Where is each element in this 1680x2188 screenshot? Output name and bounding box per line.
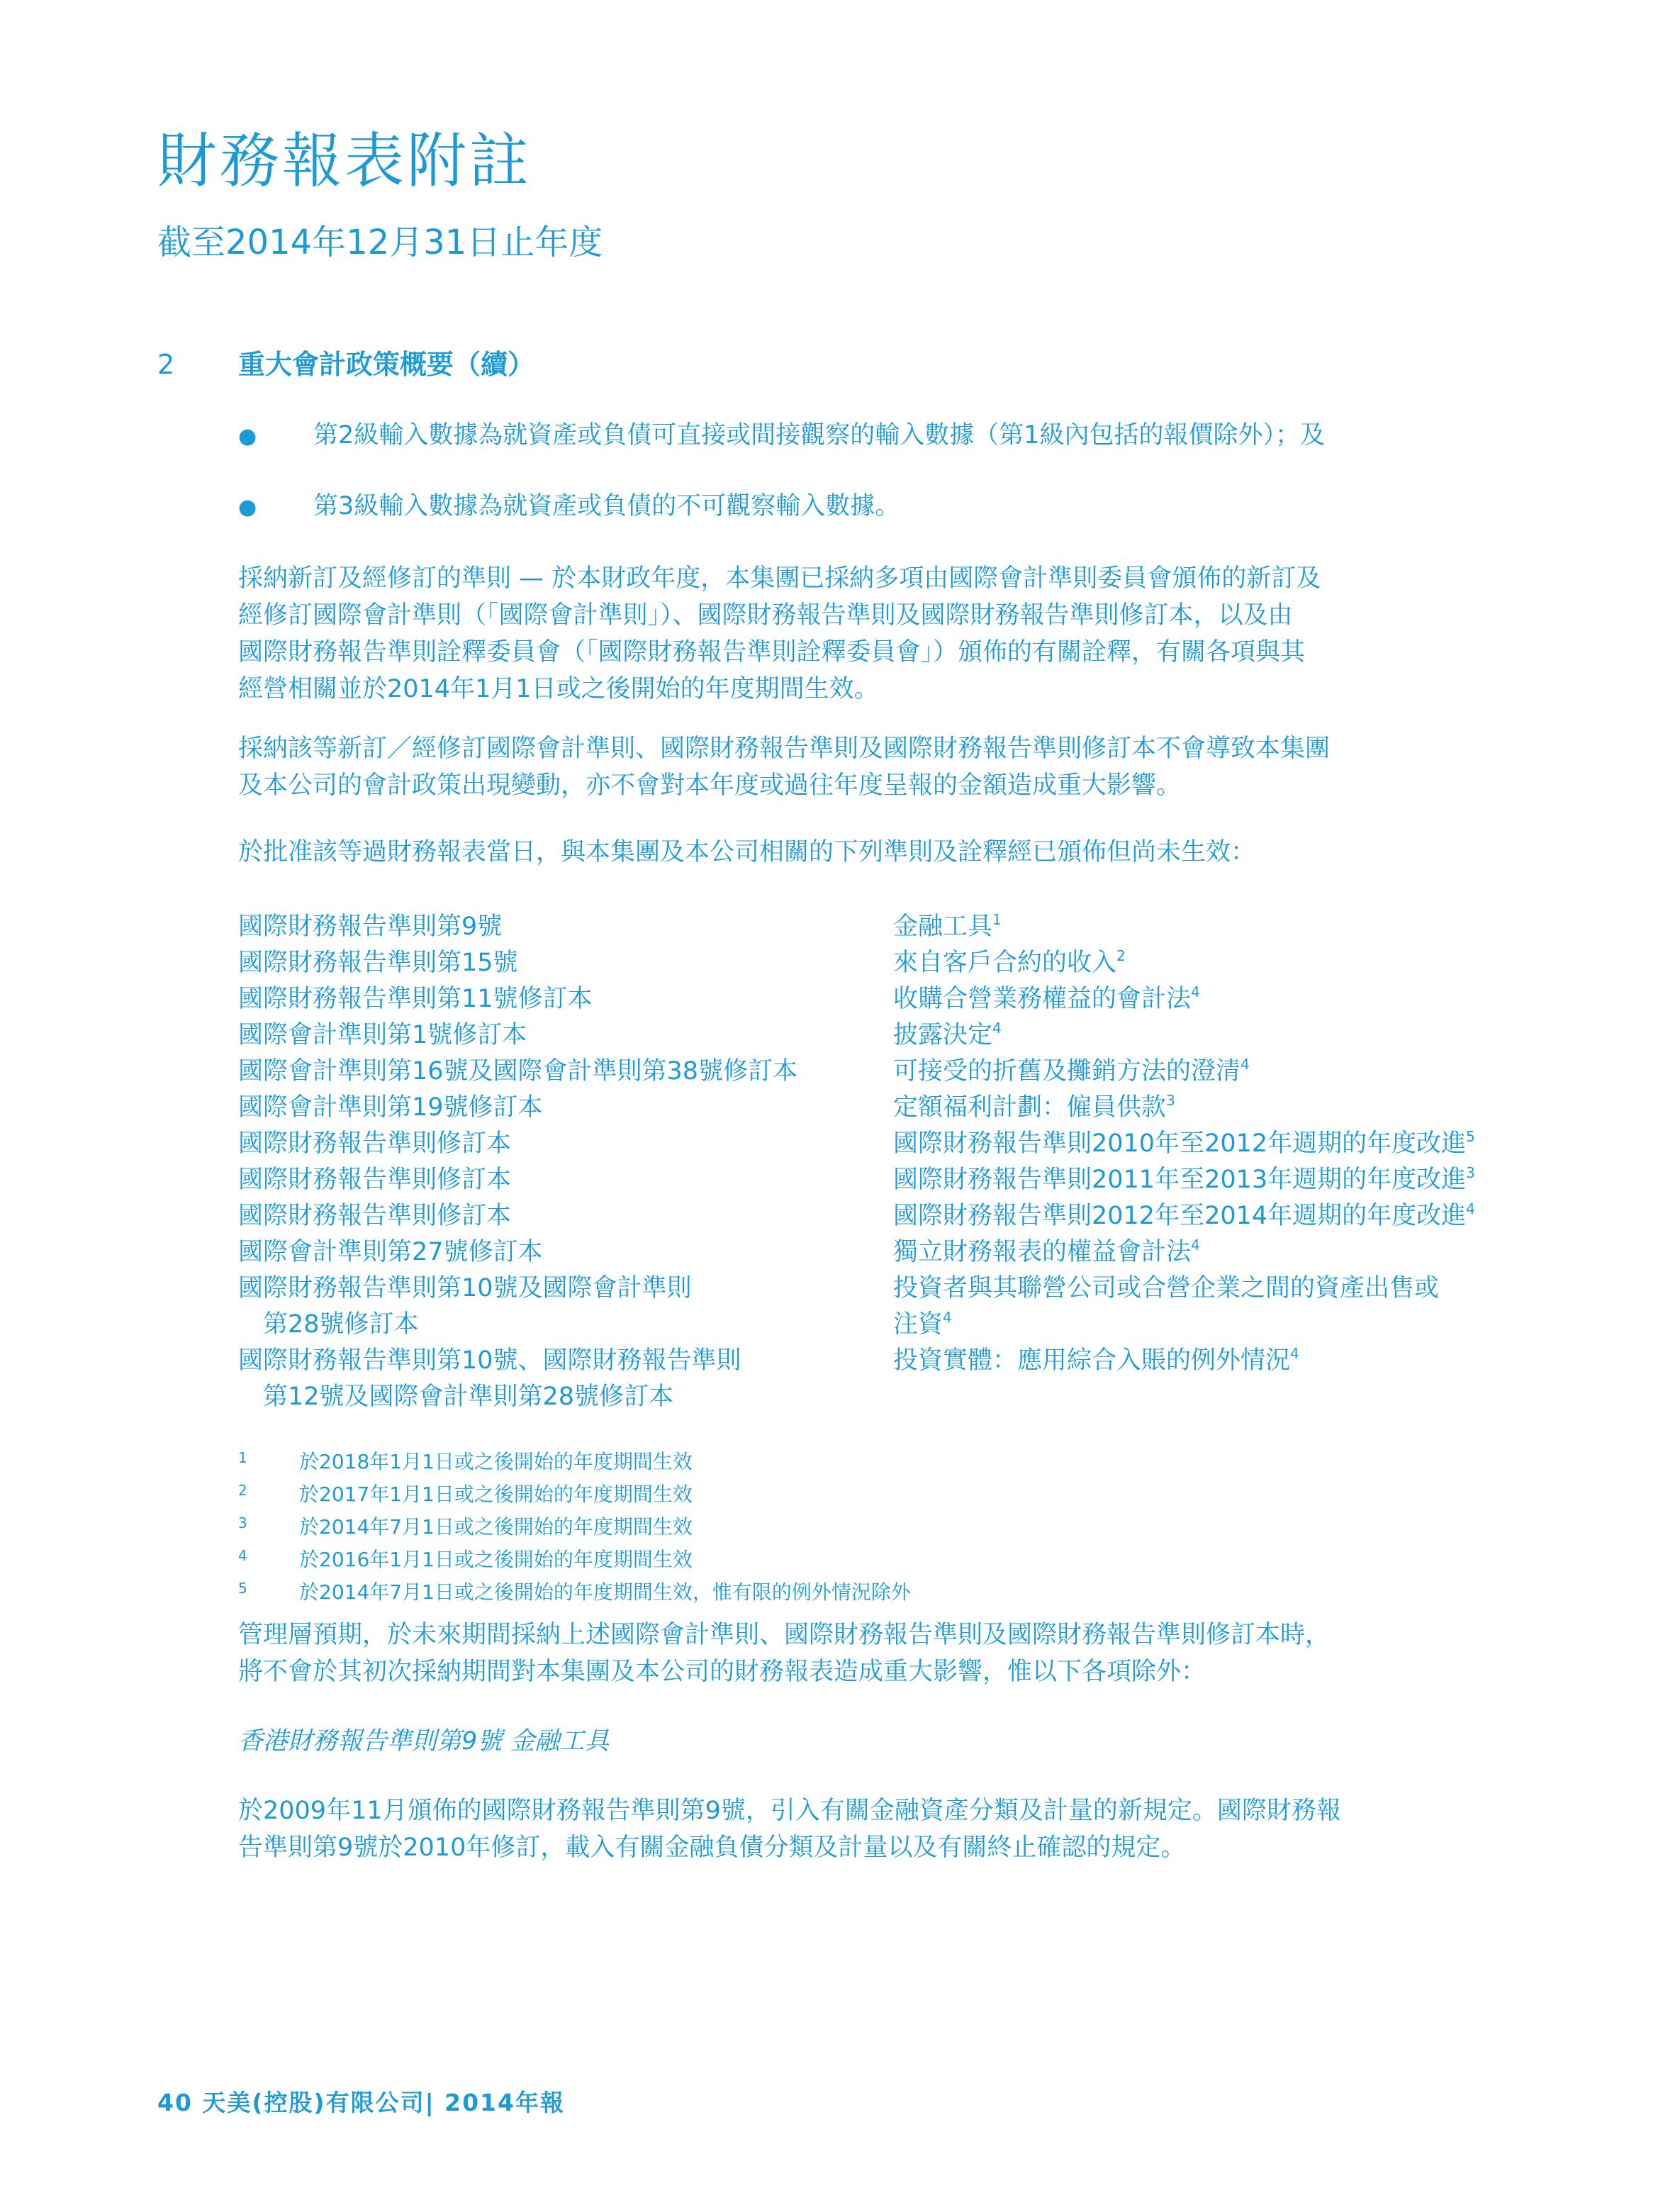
- page-subtitle: 截至2014年12月31日止年度: [157, 223, 603, 262]
- bullet-text: 第3級輸入數據為就資產或負債的不可觀察輸入數據。: [313, 492, 900, 520]
- table-row: [238, 1054, 1528, 1090]
- table-row: [238, 1271, 1528, 1343]
- bullet-dot-icon: ●: [238, 495, 257, 520]
- paragraph-line: 告準則第9號於2010年修訂，載入有關金融負債分類及計量以及有關終止確認的規定。: [238, 1833, 1186, 1862]
- footnote-ref: 4: [1241, 1056, 1250, 1073]
- bullet-text: 第2級輸入數據為就資產或負債可直接或間接觀察的輸入數據（第1級內包括的報價除外）；及: [313, 421, 1326, 450]
- subheading-ifrs9: 香港財務報告準則第9號 金融工具: [238, 1727, 610, 1756]
- section-title: 重大會計政策概要（續）: [238, 349, 535, 380]
- footnote-ref: 3: [1166, 1092, 1175, 1109]
- paragraph-line: 及本公司的會計政策出現變動，亦不會對本年度或過往年度呈報的金額造成重大影響。: [238, 771, 1182, 800]
- table-row: [238, 1162, 1528, 1198]
- standard-description: 國際財務報告準則2010年至2012年週期的年度改進$^5$: [893, 1128, 1475, 1158]
- standard-description: 披露決定$^4$: [893, 1020, 1002, 1049]
- standards-table: [238, 909, 1528, 1415]
- table-row: [238, 1090, 1528, 1126]
- adoption-paragraph: [238, 560, 1528, 708]
- standard-name: 國際會計準則第1號修訂本: [238, 1021, 527, 1049]
- footnote-ref: 4: [1290, 1345, 1299, 1362]
- footnote-ref: 4: [1466, 1200, 1475, 1217]
- footnote-ref: 5: [1466, 1128, 1475, 1145]
- footnote-item: 4 於2016年1月1日或之後開始的年度期間生效: [238, 1547, 693, 1571]
- page-footer: 40 天美(控股)有限公司| 2014年報: [157, 2089, 565, 2116]
- table-row: [238, 1343, 1528, 1415]
- paragraph-line: 管理層預期，於未來期間採納上述國際會計準則、國際財務報告準則及國際財務報告準則修訂本時，: [238, 1621, 1331, 1649]
- standard-description: 收購合營業務權益的會計法$^4$: [893, 983, 1200, 1013]
- standard-name: 國際財務報告準則修訂本: [238, 1202, 512, 1230]
- footnote-item: 5 於2014年7月1日或之後開始的年度期間生效，惟有限的例外情況除外: [238, 1580, 911, 1604]
- paragraph-line: 國際財務報告準則詮釋委員會（「國際財務報告準則詮釋委員會」）頒佈的有關詮釋，有關各項與其: [238, 638, 1306, 666]
- footnote-ref: 2: [1116, 947, 1126, 964]
- footnote-ref: 4: [992, 1020, 1002, 1037]
- footnote-ref: 4: [1191, 1237, 1200, 1254]
- table-row: [238, 909, 1528, 945]
- table-row: [238, 945, 1528, 981]
- standard-name: 國際財務報告準則修訂本: [238, 1166, 512, 1194]
- footnote-item: 1 於2018年1月1日或之後開始的年度期間生效: [238, 1449, 693, 1473]
- standard-description: 定額福利計劃：僱員供款$^3$: [893, 1092, 1175, 1122]
- footnotes: [238, 1444, 911, 1607]
- standard-description: 國際財務報告準則2012年至2014年週期的年度改進$^4$: [893, 1200, 1475, 1230]
- footnote-ref: 4: [943, 1309, 952, 1326]
- standard-description: 金融工具$^1$: [893, 911, 1002, 941]
- paragraph-line: 採納該等新訂／經修訂國際會計準則、國際財務報告準則及國際財務報告準則修訂本不會導致本集團: [238, 735, 1331, 763]
- management-expectation-paragraph: [238, 1617, 1528, 1690]
- paragraph-line: 採納新訂及經修訂的準則 — 於本財政年度，本集團已採納多項由國際會計準則委員會頒佈的新訂及: [238, 564, 1321, 593]
- paragraph-line: 經修訂國際會計準則（「國際會計準則」）、國際財務報告準則及國際財務報告準則修訂本，以及由: [238, 601, 1293, 630]
- standard-description: 國際財務報告準則2011年至2013年週期的年度改進$^3$: [893, 1164, 1475, 1194]
- page-title: 財務報表附註: [157, 126, 532, 196]
- table-row: [238, 1234, 1528, 1271]
- bullet-item: [238, 488, 900, 526]
- footnote-ref: 4: [1191, 983, 1200, 1000]
- standard-description: 投資實體：應用綜合入賬的例外情況$^4$: [893, 1345, 1299, 1375]
- bullet-dot-icon: ●: [238, 424, 257, 449]
- standard-name: 國際財務報告準則第10號、國際財務報告準則 第12號及國際會計準則第28號修訂本: [238, 1346, 741, 1411]
- standard-name: 國際財務報告準則修訂本: [238, 1129, 512, 1158]
- paragraph-line: 經營相關並於2014年1月1日或之後開始的年度期間生效。: [238, 675, 879, 703]
- standard-name: 國際財務報告準則第11號修訂本: [238, 985, 593, 1013]
- standard-name: 國際財務報告準則第10號及國際會計準則 第28號修訂本: [238, 1274, 692, 1339]
- paragraph-line: 於2009年11月頒佈的國際財務報告準則第9號，引入有關金融資產分類及計量的新規定。國際財務報: [238, 1797, 1341, 1825]
- footnote-item: 2 於2017年1月1日或之後開始的年度期間生效: [238, 1482, 693, 1506]
- standard-name: 國際會計準則第27號修訂本: [238, 1238, 543, 1266]
- impact-paragraph: [238, 730, 1528, 804]
- standard-description: 可接受的折舊及攤銷方法的澄清$^4$: [893, 1056, 1250, 1085]
- standard-description: 獨立財務報表的權益會計法$^4$: [893, 1237, 1200, 1266]
- standard-name: 國際財務報告準則第15號: [238, 949, 518, 977]
- footnote-item: 3 於2014年7月1日或之後開始的年度期間生效: [238, 1514, 693, 1539]
- table-row: [238, 1198, 1528, 1234]
- standard-name: 國際會計準則第16號及國際會計準則第38號修訂本: [238, 1057, 798, 1085]
- section-heading: [157, 346, 534, 383]
- table-row: [238, 981, 1528, 1017]
- bullet-item: [238, 417, 1325, 455]
- section-number: 2: [157, 349, 175, 380]
- paragraph-line: 於批准該等過財務報表當日，與本集團及本公司相關的下列準則及詮釋經已頒佈但尚未生效：: [238, 838, 1256, 866]
- not-yet-effective-intro: [238, 834, 1528, 871]
- standard-description: 投資者與其聯營公司或合營企業之間的資產出售或 注資$^4$: [893, 1274, 1440, 1339]
- standard-name: 國際會計準則第19號修訂本: [238, 1093, 543, 1122]
- paragraph-line: 將不會於其初次採納期間對本集團及本公司的財務報表造成重大影響，惟以下各項除外：: [238, 1658, 1206, 1686]
- standard-description: 來自客戶合約的收入$^2$: [893, 947, 1126, 977]
- standard-name: 國際財務報告準則第9號: [238, 912, 503, 941]
- footnote-ref: 3: [1466, 1164, 1475, 1181]
- table-row: [238, 1017, 1528, 1054]
- table-row: [238, 1126, 1528, 1162]
- ifrs9-paragraph: [238, 1792, 1528, 1866]
- footnote-ref: 1: [992, 911, 1002, 928]
